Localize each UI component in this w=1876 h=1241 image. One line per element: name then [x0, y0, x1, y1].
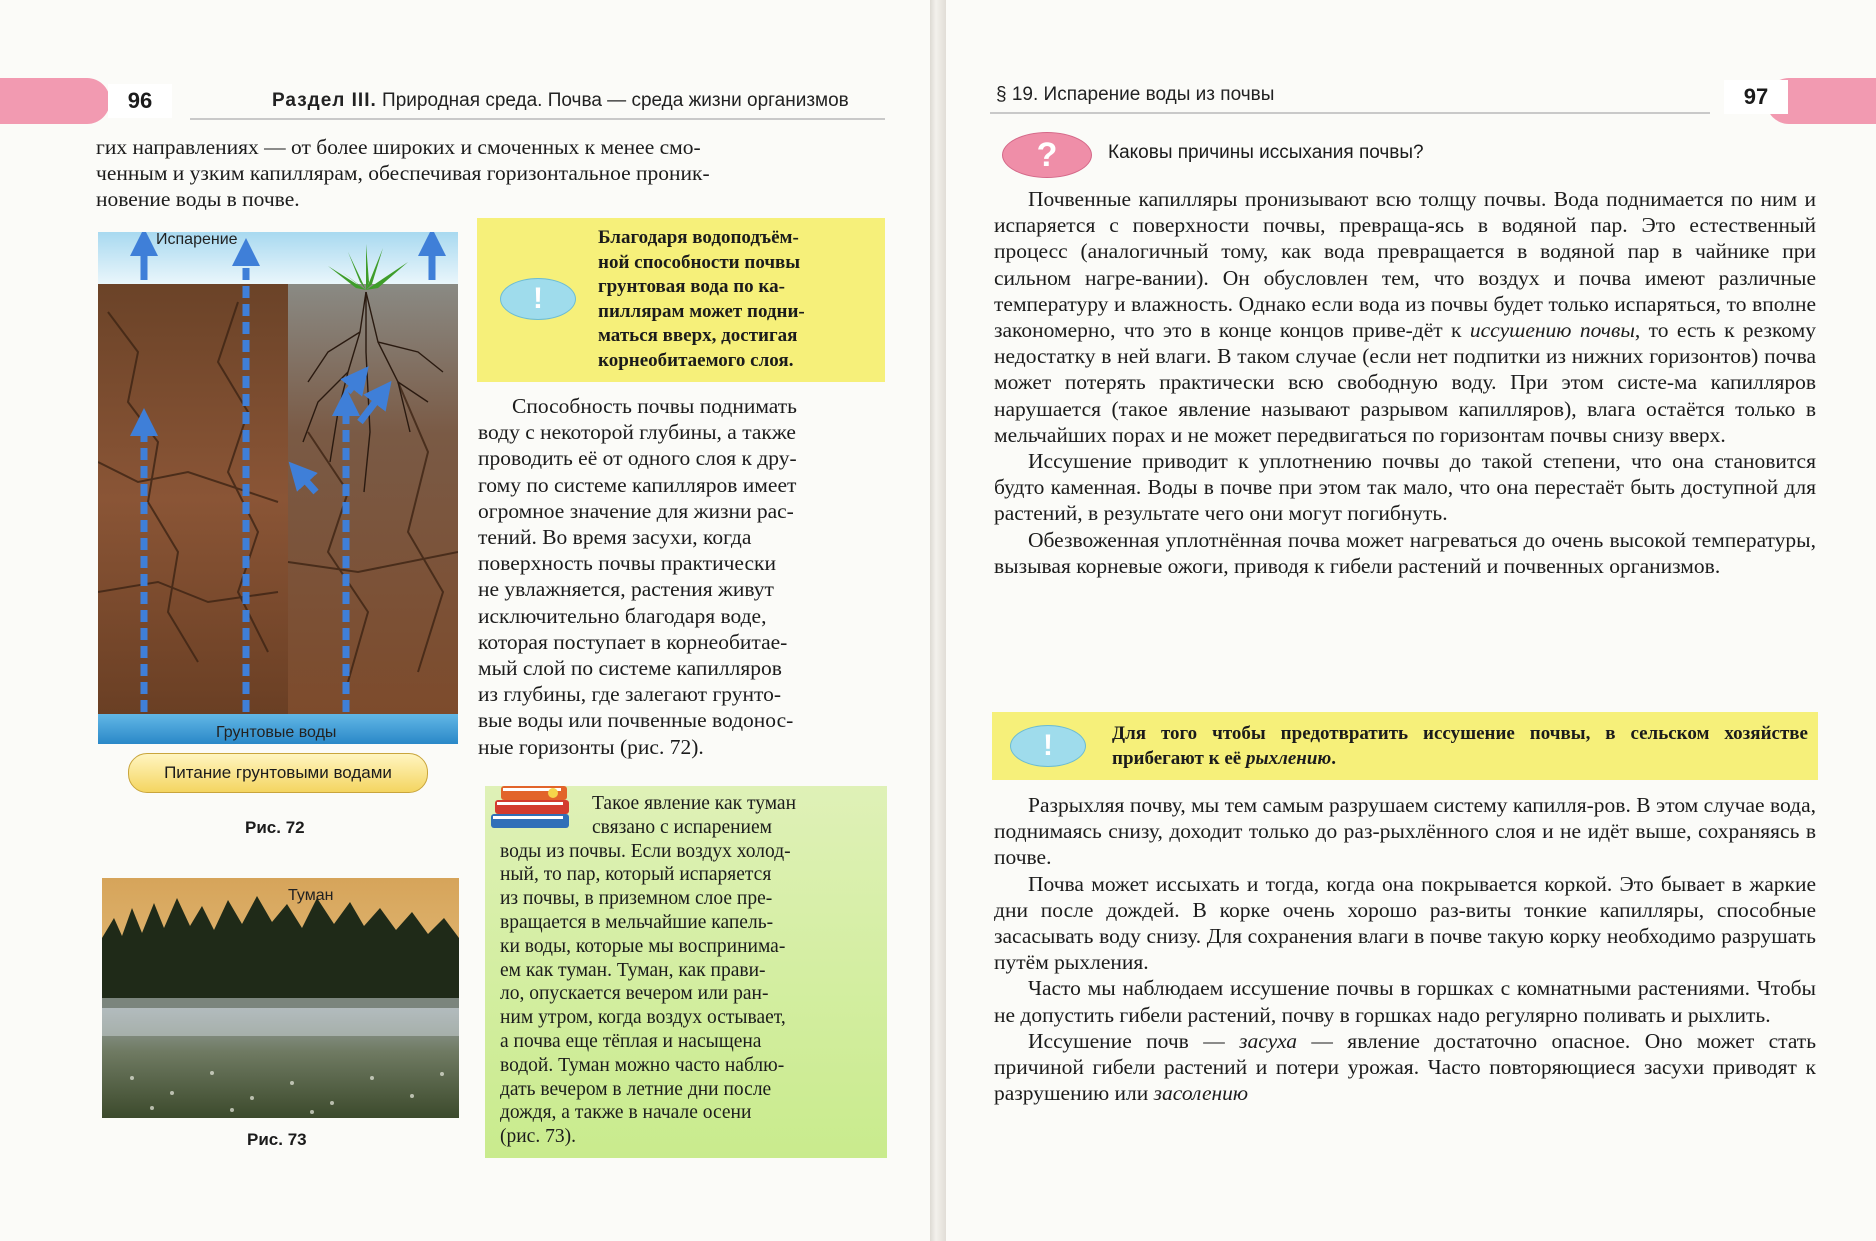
- right-page: [946, 0, 1876, 1241]
- page-number-right: 97: [1724, 80, 1788, 114]
- section-question: Каковы причины иссыхания почвы?: [1108, 142, 1424, 163]
- paragraph: [994, 186, 1816, 448]
- green-box-line: ки воды, которые мы воспринима-: [500, 935, 786, 957]
- green-box-line: Такое явление как туман: [592, 793, 797, 814]
- soil-capillary-illustration: [98, 232, 458, 744]
- paragraph: Часто мы наблюдаем иссушение почвы в горшках с комнатными растениями. Чтобы не допустить гибели растений, почву в горшках надо регулярно поливать и рыхлить.: [994, 976, 1816, 1027]
- info-box-line: маться вверх, достигая: [598, 325, 798, 346]
- paragraph-line: не увлажняется, растения живут: [478, 577, 774, 602]
- paragraph: Обезвоженная уплотнённая почва может нагреваться до очень высокой температуры, вызывая корневые ожоги, приводя к гибели растений и почвенных организмов.: [994, 527, 1816, 578]
- paragraph: Разрыхляя почву, мы тем самым разрушаем систему капилля-ров. В этом случае вода, поднимаясь снизу, доходит только до раз-рыхлённого слоя и не идёт выше, сохраняясь в почве.: [994, 793, 1816, 870]
- term-loosening: рыхлению: [1245, 747, 1332, 769]
- fig72-pill-label: Питание грунтовыми водами: [128, 753, 428, 793]
- right-page-header: § 19. Испарение воды из почвы: [996, 84, 1275, 105]
- paragraph-line: проводить её от одного слоя к дру-: [478, 446, 797, 471]
- info-box-text: [598, 226, 876, 373]
- green-box-line: ем как туман. Туман, как прави-: [500, 959, 766, 981]
- paragraph-line: огромное значение для жизни рас-: [478, 498, 794, 523]
- green-box-line: из почвы, в приземном слое пре-: [500, 888, 773, 910]
- green-box-line: ло, опускается вечером или ран-: [500, 983, 769, 1005]
- green-box-line: связано с испарением: [592, 816, 772, 838]
- label-fog: Туман: [288, 887, 334, 904]
- green-box-line: воды из почвы. Если воздух холод-: [500, 840, 791, 862]
- paragraph: Почва может иссыхать и тогда, когда она покрывается коркой. Это бывает в жаркие дни после дождей. В корке очень хорошо раз-виты тонкие капилляры, способные засасывать воду снизу. Для сохранения влаги в почве такую корку необходимо разрушать путём рыхления.: [994, 871, 1816, 975]
- paragraph-text: Почвенные капилляры пронизывают всю толщу почвы. Вода поднимается по ним и испаряется с поверхности почвы, превраща-ясь в водяной пар. Это естественный процесс (аналогичный тому, как вода превращается в водяной пар в чайнике при сильном нагре-вании). Он обусловлен тем, что воздух и почва имеют различные температуру и влажность. Однако если вода из почвы будет только испаряться, то вполне закономерно, что это в конце концов приве-дёт к: [994, 187, 1816, 343]
- paragraph-line: поверхность почвы практически: [478, 551, 776, 576]
- intro-line: ченным и узким капиллярам, обеспечивая горизонтальное проник-: [96, 161, 710, 186]
- green-box-line: ный, то пар, который испаряется: [500, 864, 772, 886]
- paragraph-line: из глубины, где залегают грунто-: [478, 682, 782, 707]
- right-text-block-1: [994, 186, 1816, 579]
- info-box-line: Благодаря водоподъём-: [598, 227, 799, 248]
- paragraph-line: воду с некоторой глубины, а также: [478, 420, 796, 445]
- green-box-line: дать вечером в летние дни после: [500, 1078, 772, 1100]
- page-number-left: 96: [108, 84, 172, 118]
- capillary-paragraph: [478, 393, 886, 760]
- paragraph-line: исключительно благодаря воде,: [478, 603, 767, 628]
- info-box-text: [1112, 722, 1808, 771]
- header-title: Природная среда. Почва — среда жизни организмов: [382, 90, 849, 111]
- fig73-caption: Рис. 73: [247, 1130, 307, 1149]
- info-box-line: .: [1331, 747, 1337, 769]
- label-groundwater: Грунтовые воды: [216, 724, 337, 741]
- info-box-line: ной способности почвы: [598, 251, 801, 273]
- paragraph-line: мый слой по системе капилляров: [478, 656, 782, 681]
- term-drought: засуха: [1239, 1028, 1297, 1053]
- figure-73: [102, 878, 459, 1118]
- question-icon: ?: [1002, 132, 1092, 178]
- green-box-line: дождя, а также в начале осени: [500, 1102, 752, 1124]
- term-desiccation: иссушению почвы: [1469, 318, 1635, 343]
- right-text-block-2: [994, 792, 1816, 1106]
- green-box-line: а почва еще тёплая и насыщена: [500, 1030, 762, 1052]
- green-box-line: вращается в мельчайшие капель-: [500, 911, 774, 933]
- figure-72: [98, 232, 458, 744]
- fig72-caption: Рис. 72: [245, 818, 305, 837]
- paragraph-line: Способность почвы поднимать: [512, 394, 797, 418]
- header-band-left: [0, 78, 110, 124]
- green-box-line: ним утром, когда воздух остывает,: [500, 1007, 786, 1029]
- paragraph-text: — явление достаточно опасное. Оно может стать причиной гибели растений и потери урожая. Часто повторяющиеся засухи приводят к разрушению или: [994, 1028, 1817, 1106]
- paragraph: [994, 1028, 1816, 1107]
- exclamation-icon: !: [500, 278, 576, 320]
- intro-line: новение воды в почве.: [96, 187, 300, 212]
- paragraph-line: вые воды или почвенные водонос-: [478, 708, 794, 733]
- info-box-line: Для того чтобы предотвратить иссушение почвы, в сельском хозяйстве прибегают к её: [1112, 723, 1808, 769]
- paragraph-line: гому по системе капилляров имеет: [478, 472, 797, 497]
- info-box-line: пиллярам может подни-: [598, 300, 805, 322]
- info-box-line: корнеобитаемого слоя.: [598, 349, 794, 371]
- green-box-text: [500, 792, 875, 1149]
- label-evaporation: Испарение: [156, 232, 238, 248]
- fog-photo: [102, 878, 459, 1118]
- exclamation-icon: !: [1010, 725, 1086, 767]
- paragraph-line: тений. Во время засухи, когда: [478, 525, 752, 550]
- term-salinization: засолению: [1153, 1081, 1249, 1106]
- paragraph: Иссушение приводит к уплотнению почвы до такой степени, что она становится будто каменная. Воды в почве при этом так мало, что она перестаёт быть доступной для растений, в результате чего они могут погибнуть.: [994, 449, 1816, 526]
- paragraph-text: , то есть к резкому недостатку в ней влаги. В таком случае (если нет подпитки из нижних горизонтов) почва может потерять практически всю свободную воду. При этом систе-ма капилляров нарушается (такое явление называют разрывом капилляров), влага остаётся только в мельчайших порах и не может передвигаться по горизонтам почвы снизу вверх.: [994, 318, 1816, 447]
- header-rule-right: [990, 112, 1710, 114]
- intro-line: гих направлениях — от более широких и смоченных к менее смо-: [96, 135, 701, 159]
- paragraph-text: Иссушение почв —: [1028, 1028, 1225, 1053]
- intro-text: [96, 134, 886, 213]
- header-section: Раздел III.: [272, 90, 377, 111]
- info-box-line: грунтовая вода по ка-: [598, 276, 785, 297]
- paragraph-line: которая поступает в корнеобитае-: [478, 629, 788, 654]
- left-page: [0, 0, 930, 1241]
- green-box-line: водой. Туман можно часто наблю-: [500, 1054, 785, 1076]
- book-spine: [928, 0, 948, 1241]
- header-rule-left: [190, 118, 885, 120]
- green-box-line: (рис. 73).: [500, 1126, 576, 1148]
- left-page-header: [272, 90, 849, 112]
- paragraph-line: ные горизонты (рис. 72).: [478, 734, 704, 759]
